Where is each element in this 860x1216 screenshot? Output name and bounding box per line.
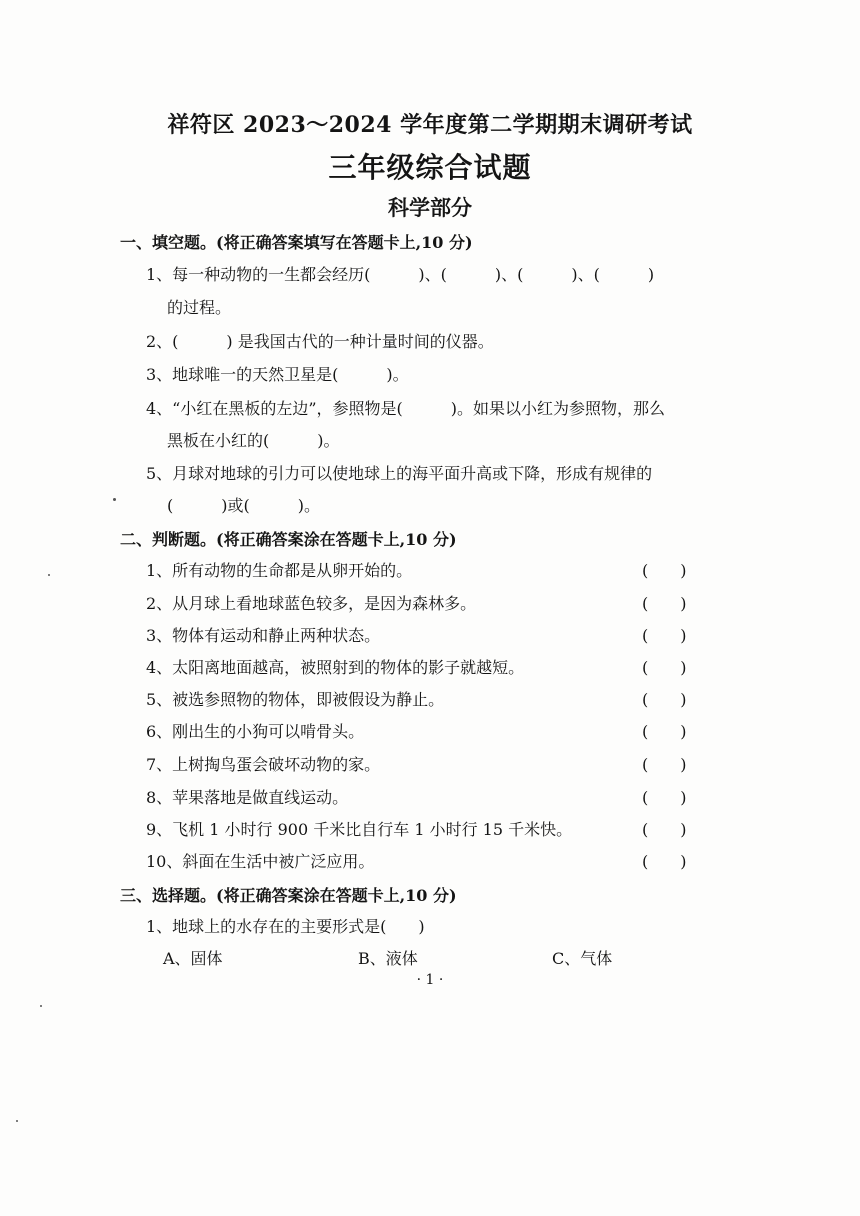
- page-number: · 1 ·: [416, 972, 444, 988]
- choice-option-a: A、固体: [163, 949, 223, 968]
- section2-heading: 二、判断题。(将正确答案涂在答题卡上,10 分): [120, 530, 457, 549]
- choice-option-c: C、气体: [552, 949, 613, 968]
- scan-speck: [113, 498, 116, 501]
- fill-q2: 2、( ) 是我国古代的一种计量时间的仪器。: [146, 332, 494, 351]
- judge-item: 7、上树掏鸟蛋会破坏动物的家。: [146, 755, 381, 774]
- judge-item: 2、从月球上看地球蓝色较多，是因为森林多。: [146, 594, 477, 613]
- answer-bracket: ( ): [642, 722, 687, 741]
- answer-bracket: ( ): [642, 561, 687, 580]
- exam-subtitle: 三年级综合试题: [328, 151, 532, 184]
- scan-speck: [16, 1120, 18, 1122]
- answer-bracket: ( ): [642, 820, 687, 839]
- scan-speck: [40, 1005, 42, 1007]
- section3-heading: 三、选择题。(将正确答案涂在答题卡上,10 分): [120, 886, 457, 905]
- exam-title: 祥符区 2023～2024 学年度第二学期期末调研考试: [167, 112, 693, 138]
- section1-heading: 一、填空题。(将正确答案填写在答题卡上,10 分): [120, 233, 473, 252]
- judge-item: 5、被选参照物的物体，即被假设为静止。: [146, 690, 445, 709]
- choice-option-b: B、液体: [358, 949, 418, 968]
- judge-item: 10、斜面在生活中被广泛应用。: [146, 852, 375, 871]
- answer-bracket: ( ): [642, 626, 687, 645]
- judge-item: 9、飞机 1 小时行 900 千米比自行车 1 小时行 15 千米快。: [146, 820, 573, 839]
- fill-q5-line2: ( )或( )。: [167, 496, 320, 515]
- fill-q4-line1: 4、“小红在黑板的左边”，参照物是( )。如果以小红为参照物，那么: [146, 399, 666, 418]
- section-subject-title: 科学部分: [388, 195, 472, 220]
- scan-speck: [48, 574, 50, 576]
- judge-item: 1、所有动物的生命都是从卵开始的。: [146, 561, 413, 580]
- fill-q3: 3、地球唯一的天然卫星是( )。: [146, 365, 409, 384]
- answer-bracket: ( ): [642, 690, 687, 709]
- judge-item: 4、太阳离地面越高，被照射到的物体的影子就越短。: [146, 658, 525, 677]
- fill-q1-line2: 的过程。: [167, 298, 232, 317]
- judge-item: 8、苹果落地是做直线运动。: [146, 788, 349, 807]
- answer-bracket: ( ): [642, 755, 687, 774]
- fill-q4-line2: 黑板在小红的( )。: [167, 431, 340, 450]
- judge-item: 3、物体有运动和静止两种状态。: [146, 626, 381, 645]
- answer-bracket: ( ): [642, 852, 687, 871]
- choice-q1: 1、地球上的水存在的主要形式是( ): [146, 917, 425, 936]
- fill-q5-line1: 5、月球对地球的引力可以使地球上的海平面升高或下降，形成有规律的: [146, 464, 653, 483]
- answer-bracket: ( ): [642, 788, 687, 807]
- fill-q1-line1: 1、每一种动物的一生都会经历( )、( )、( )、( ): [146, 265, 655, 284]
- answer-bracket: ( ): [642, 658, 687, 677]
- judge-item: 6、刚出生的小狗可以啃骨头。: [146, 722, 365, 741]
- answer-bracket: ( ): [642, 594, 687, 613]
